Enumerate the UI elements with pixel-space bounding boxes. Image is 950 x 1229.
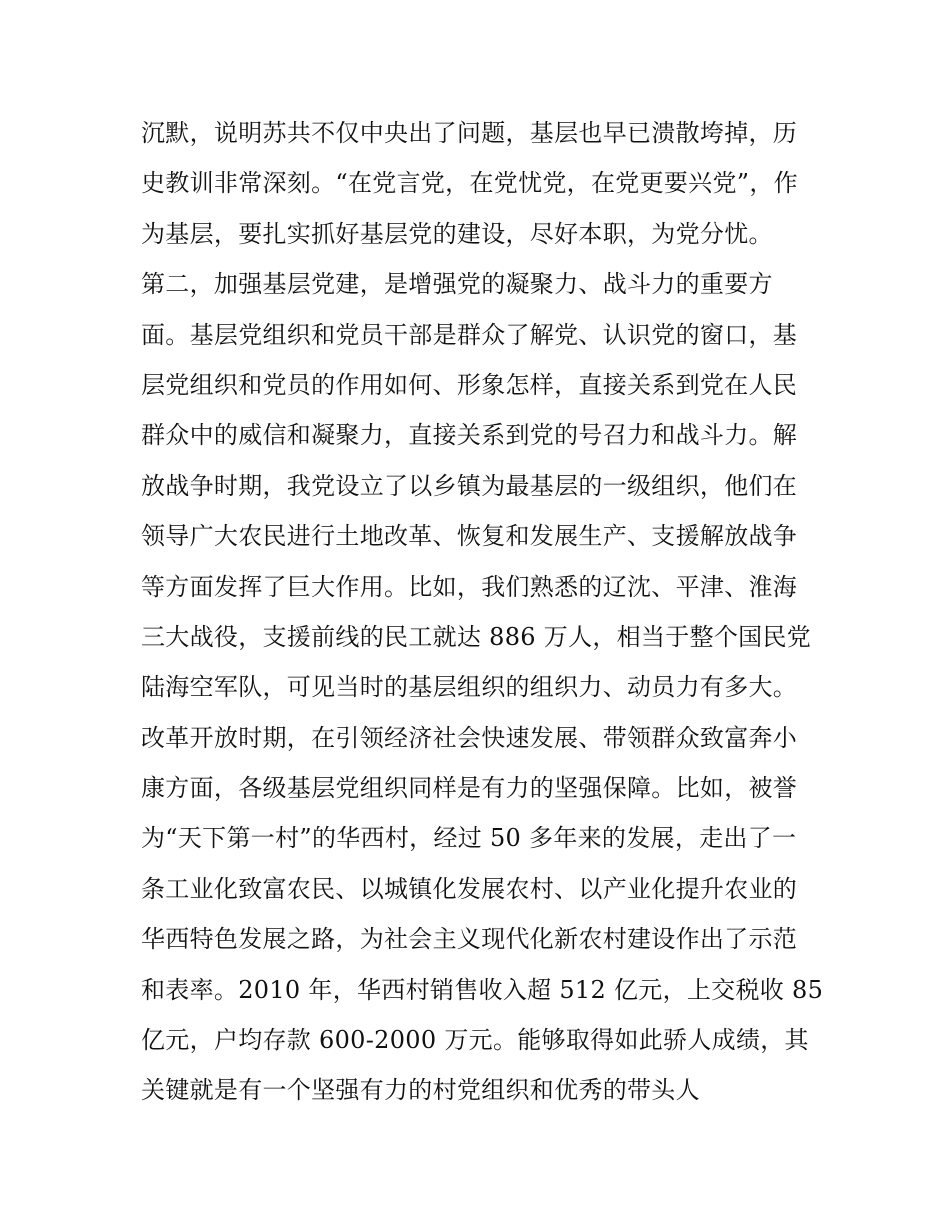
text-line: 第二，加强基层党建，是增强党的凝聚力、战斗力的重要方: [141, 270, 773, 299]
text-line: 放战争时期，我党设立了以乡镇为最基层的一级组织，他们在: [141, 471, 798, 500]
text-line: 群众中的威信和凝聚力，直接关系到党的号召力和战斗力。解: [141, 421, 798, 450]
text-line: 三大战役，支援前线的民工就达 886 万人，相当于整个国民党: [141, 622, 812, 651]
text-line: 为基层，要扎实抓好基层党的建设，尽好本职，为党分忧。: [141, 219, 773, 248]
text-line: 康方面，各级基层党组织同样是有力的坚强保障。比如，被誉: [141, 774, 798, 803]
text-line: 沉默，说明苏共不仅中央出了问题，基层也早已溃散垮掉，历: [141, 119, 798, 147]
body-text: [141, 108, 824, 1116]
text-line: 层党组织和党员的作用如何、形象怎样，直接关系到党在人民: [141, 370, 798, 399]
text-line: 和表率。2010 年，华西村销售收入超 512 亿元，上交税收 85: [141, 975, 824, 1004]
text-line: 陆海空军队，可见当时的基层组织的组织力、动员力有多大。: [141, 673, 798, 702]
text-line: 史教训非常深刻。“在党言党，在党忧党，在党更要兴党”，作: [141, 169, 798, 198]
text-line: 领导广大农民进行土地改革、恢复和发展生产、支援解放战争: [141, 522, 798, 551]
text-line: 亿元，户均存款 600-2000 万元。能够取得如此骄人成绩，其: [141, 1026, 809, 1055]
text-line: 等方面发挥了巨大作用。比如，我们熟悉的辽沈、平津、淮海: [141, 572, 798, 601]
text-line: 条工业化致富农民、以城镇化发展农村、以产业化提升农业的: [141, 874, 798, 903]
text-line: 为“天下第一村”的华西村，经过 50 多年来的发展，走出了一: [141, 824, 797, 853]
text-line: 改革开放时期，在引领经济社会快速发展、带领群众致富奔小: [141, 723, 798, 752]
text-line: 关键就是有一个坚强有力的村党组织和优秀的带头人: [141, 1076, 700, 1105]
text-line: 面。基层党组织和党员干部是群众了解党、认识党的窗口，基: [141, 320, 798, 349]
text-line: 华西特色发展之路，为社会主义现代化新农村建设作出了示范: [141, 925, 798, 954]
